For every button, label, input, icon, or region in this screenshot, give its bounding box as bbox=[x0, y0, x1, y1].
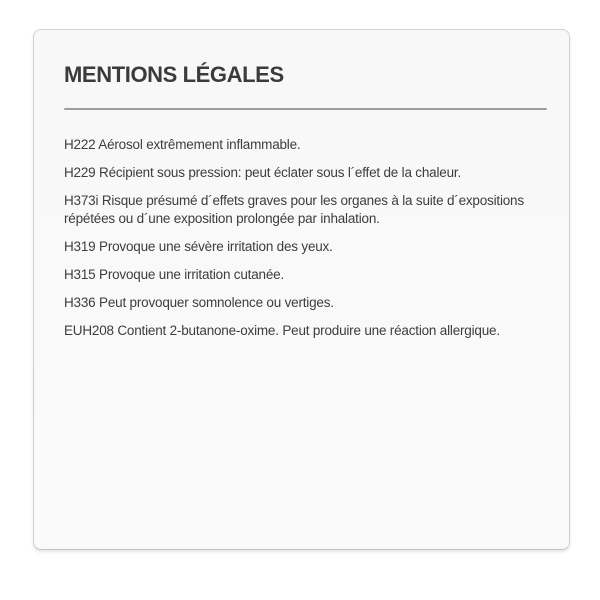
legal-statements-list bbox=[64, 136, 547, 340]
legal-statement-h315: H315 Provoque une irritation cutanée. bbox=[64, 267, 284, 282]
page-title: MENTIONS LÉGALES bbox=[64, 62, 284, 87]
legal-statement-h229: H229 Récipient sous pression: peut éclater sous l´effet de la chaleur. bbox=[64, 165, 461, 180]
legal-statement-h373i: H373i Risque présumé d´effets graves pour les organes à la suite d´expositions répétées ou d´une exposition prolongée par inhalation. bbox=[64, 193, 524, 226]
legal-mentions-card bbox=[33, 29, 570, 550]
legal-statement-euh208: EUH208 Contient 2-butanone-oxime. Peut produire une réaction allergique. bbox=[64, 323, 500, 338]
divider bbox=[64, 108, 547, 110]
legal-statement-h319: H319 Provoque une sévère irritation des yeux. bbox=[64, 239, 333, 254]
legal-statement-h222: H222 Aérosol extrêmement inflammable. bbox=[64, 137, 301, 152]
legal-statement-h336: H336 Peut provoquer somnolence ou vertiges. bbox=[64, 295, 334, 310]
